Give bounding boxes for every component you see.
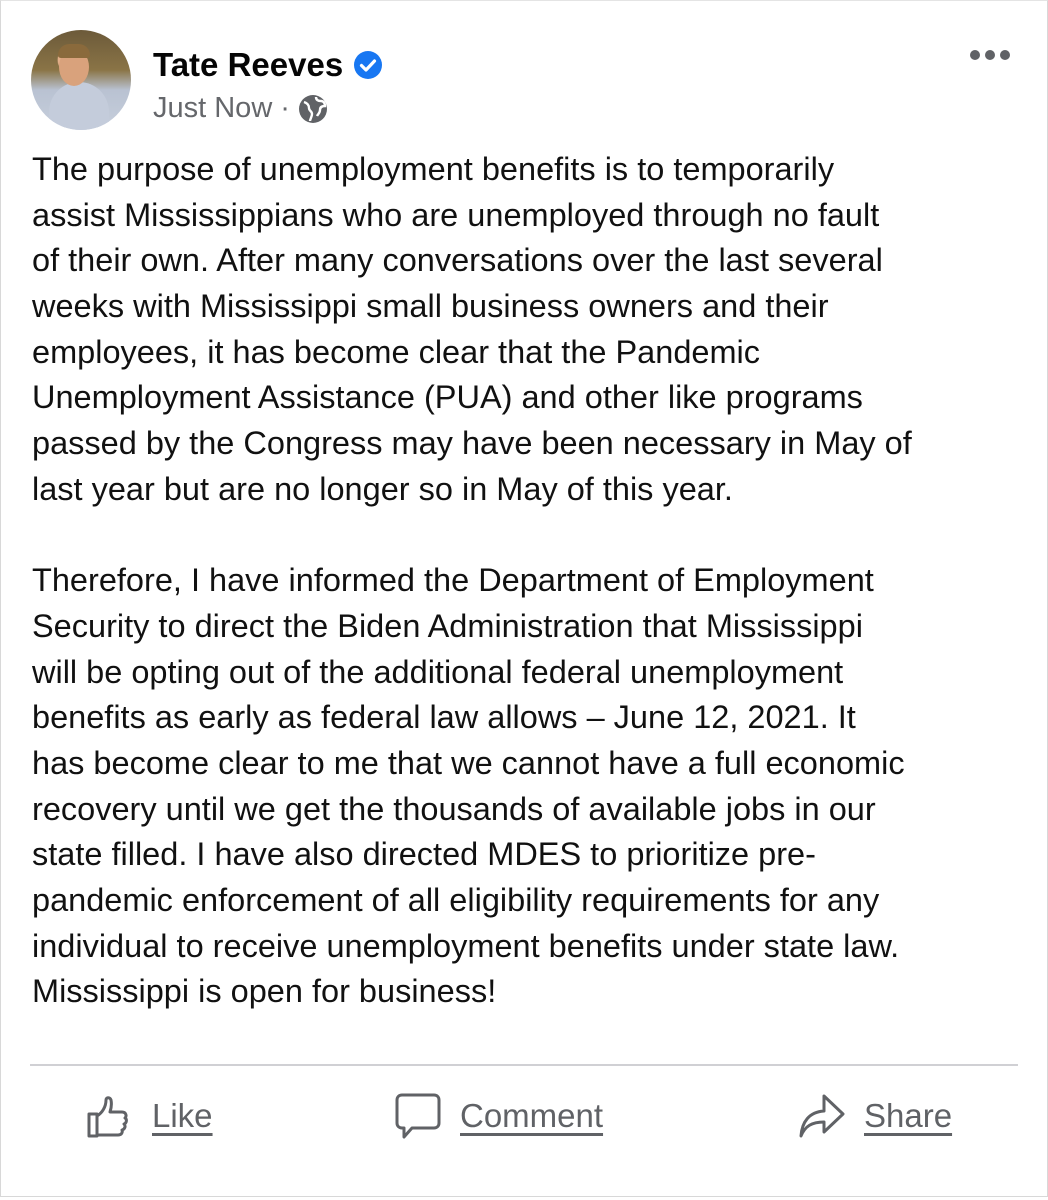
- post-text-line: has become clear to me that we cannot have a full economic: [32, 744, 905, 781]
- post-text-line: [32, 513, 912, 559]
- dot: [985, 50, 995, 60]
- post-text-line: The purpose of unemployment benefits is to temporarily: [32, 151, 835, 187]
- divider: [30, 1064, 1018, 1066]
- post-text-line: pandemic enforcement of all eligibility requirements for any: [32, 882, 880, 918]
- comment-label: Comment: [460, 1097, 604, 1134]
- avatar[interactable]: [31, 30, 131, 130]
- post-text-line: individual to receive unemployment benefits under state law.: [32, 927, 900, 964]
- verified-badge-icon: [353, 50, 383, 80]
- comment-button[interactable]: [394, 1092, 603, 1140]
- post-text-line: employees, it has become clear that the Pandemic: [32, 333, 761, 370]
- post-meta: [153, 92, 328, 125]
- like-button[interactable]: [86, 1092, 213, 1140]
- share-label: Share: [864, 1097, 953, 1134]
- thumbs-up-icon: [86, 1092, 134, 1140]
- separator: ·: [280, 92, 290, 124]
- like-label: Like: [152, 1097, 213, 1134]
- post-text-line: Security to direct the Biden Administration that Mississippi: [32, 607, 863, 644]
- post-body: [32, 147, 912, 1015]
- comment-bubble-icon: [394, 1092, 442, 1140]
- post-text-line: assist Mississippians who are unemployed through no fault: [32, 196, 880, 233]
- timestamp[interactable]: Just Now: [153, 92, 273, 124]
- share-arrow-icon: [798, 1092, 846, 1140]
- dot: [970, 50, 980, 60]
- author-name-row: [153, 46, 383, 84]
- post-text-line: weeks with Mississippi small business owners and their: [32, 288, 829, 325]
- dot: [1000, 50, 1010, 60]
- post-text-line: Mississippi is open for business!: [32, 973, 497, 1010]
- post-text-line: passed by the Congress may have been necessary in May of: [32, 425, 912, 462]
- post-text-line: last year but are no longer so in May of this year.: [32, 470, 733, 507]
- post-text-line: Unemployment Assistance (PUA) and other like programs: [32, 379, 863, 416]
- globe-icon: [298, 94, 328, 124]
- more-options-button[interactable]: [970, 50, 1010, 60]
- share-button[interactable]: [798, 1092, 952, 1140]
- post-text-line: recovery until we get the thousands of available jobs in our: [32, 790, 876, 827]
- post-text-line: of their own. After many conversations over the last several: [32, 242, 883, 279]
- post-text-line: Therefore, I have informed the Department of Employment: [32, 562, 874, 599]
- post-text-line: will be opting out of the additional federal unemployment: [32, 653, 844, 690]
- post-text-line: state filled. I have also directed MDES to prioritize pre-: [32, 836, 816, 873]
- author-name[interactable]: Tate Reeves: [153, 46, 344, 83]
- post-text-line: benefits as early as federal law allows – June 12, 2021. It: [32, 699, 856, 736]
